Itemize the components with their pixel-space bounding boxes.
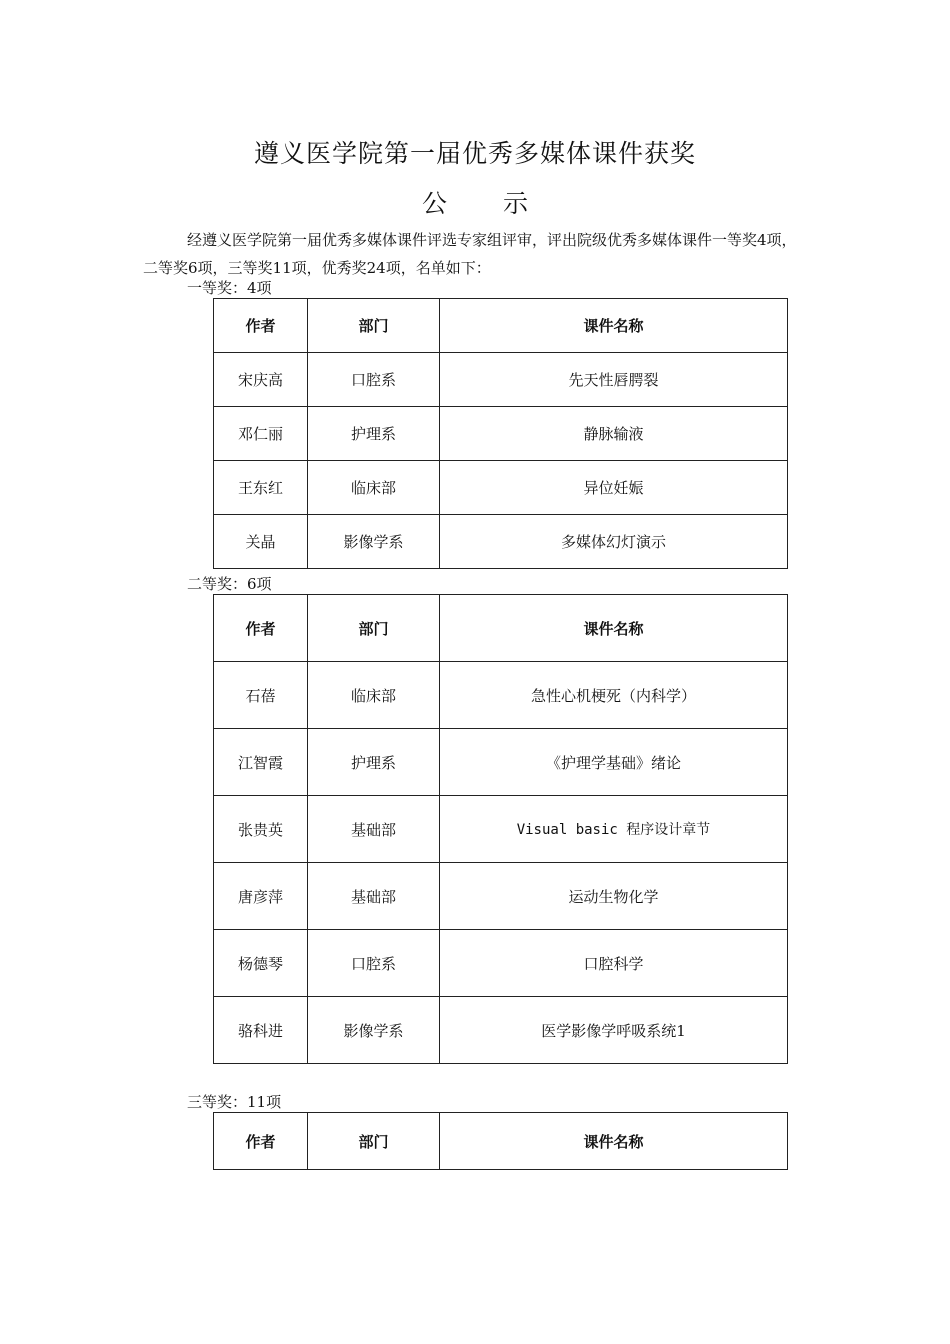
author-cell: 宋庆高: [214, 353, 308, 407]
dept-cell: 影像学系: [308, 997, 440, 1064]
subtitle-char: 公: [421, 189, 447, 218]
header-author: 作者: [214, 595, 308, 662]
dept-cell: 口腔系: [308, 930, 440, 997]
author-cell: 唐彦萍: [214, 863, 308, 930]
table-header-row: [214, 595, 788, 662]
author-cell: 王东红: [214, 461, 308, 515]
table-row: [214, 930, 788, 997]
table-row: [214, 461, 788, 515]
dept-cell: 护理系: [308, 407, 440, 461]
author-cell: 江智霞: [214, 729, 308, 796]
second-prize-table: [213, 594, 788, 1064]
table-row: [214, 515, 788, 569]
course-cell: 运动生物化学: [440, 863, 788, 930]
header-dept: 部门: [308, 595, 440, 662]
header-dept: 部门: [308, 1113, 440, 1170]
course-cell: 静脉输液: [440, 407, 788, 461]
third-prize-table: [213, 1112, 788, 1170]
table-header-row: [214, 299, 788, 353]
author-cell: 骆科进: [214, 997, 308, 1064]
course-cell: 先天性唇腭裂: [440, 353, 788, 407]
dept-cell: 基础部: [308, 796, 440, 863]
author-cell: 石蓓: [214, 662, 308, 729]
table-row: [214, 407, 788, 461]
third-prize-label: 三等奖：11项: [187, 1093, 282, 1111]
table-row: [214, 729, 788, 796]
header-dept: 部门: [308, 299, 440, 353]
subtitle-char: 示: [503, 189, 529, 218]
dept-cell: 口腔系: [308, 353, 440, 407]
table-header-row: [214, 1113, 788, 1170]
author-cell: 杨德琴: [214, 930, 308, 997]
header-course: 课件名称: [440, 299, 788, 353]
header-course: 课件名称: [440, 1113, 788, 1170]
dept-cell: 基础部: [308, 863, 440, 930]
table-row: [214, 863, 788, 930]
course-cell: 《护理学基础》绪论: [440, 729, 788, 796]
intro-paragraph: 经遵义医学院第一届优秀多媒体课件评选专家组评审，评出院级优秀多媒体课件一等奖4项，二等奖6项，三等奖11项，优秀奖24项，名单如下：: [143, 231, 797, 277]
header-author: 作者: [214, 1113, 308, 1170]
table-row: [214, 353, 788, 407]
table-row: [214, 796, 788, 863]
course-cell: Visual basic 程序设计章节: [440, 796, 788, 863]
course-cell: 医学影像学呼吸系统1: [440, 997, 788, 1064]
first-prize-table: [213, 298, 788, 569]
table-row: [214, 662, 788, 729]
course-cell: 异位妊娠: [440, 461, 788, 515]
author-cell: 张贵英: [214, 796, 308, 863]
dept-cell: 影像学系: [308, 515, 440, 569]
first-prize-label: 一等奖：4项: [187, 279, 272, 297]
course-cell: 口腔科学: [440, 930, 788, 997]
course-cell: 多媒体幻灯演示: [440, 515, 788, 569]
header-author: 作者: [214, 299, 308, 353]
dept-cell: 临床部: [308, 461, 440, 515]
dept-cell: 临床部: [308, 662, 440, 729]
page-subtitle: [0, 184, 950, 220]
second-prize-label: 二等奖：6项: [187, 575, 272, 593]
page-title: 遵义医学院第一届优秀多媒体课件获奖: [253, 139, 696, 168]
author-cell: 关晶: [214, 515, 308, 569]
table-row: [214, 997, 788, 1064]
header-course: 课件名称: [440, 595, 788, 662]
course-cell: 急性心机梗死（内科学）: [440, 662, 788, 729]
author-cell: 邓仁丽: [214, 407, 308, 461]
dept-cell: 护理系: [308, 729, 440, 796]
